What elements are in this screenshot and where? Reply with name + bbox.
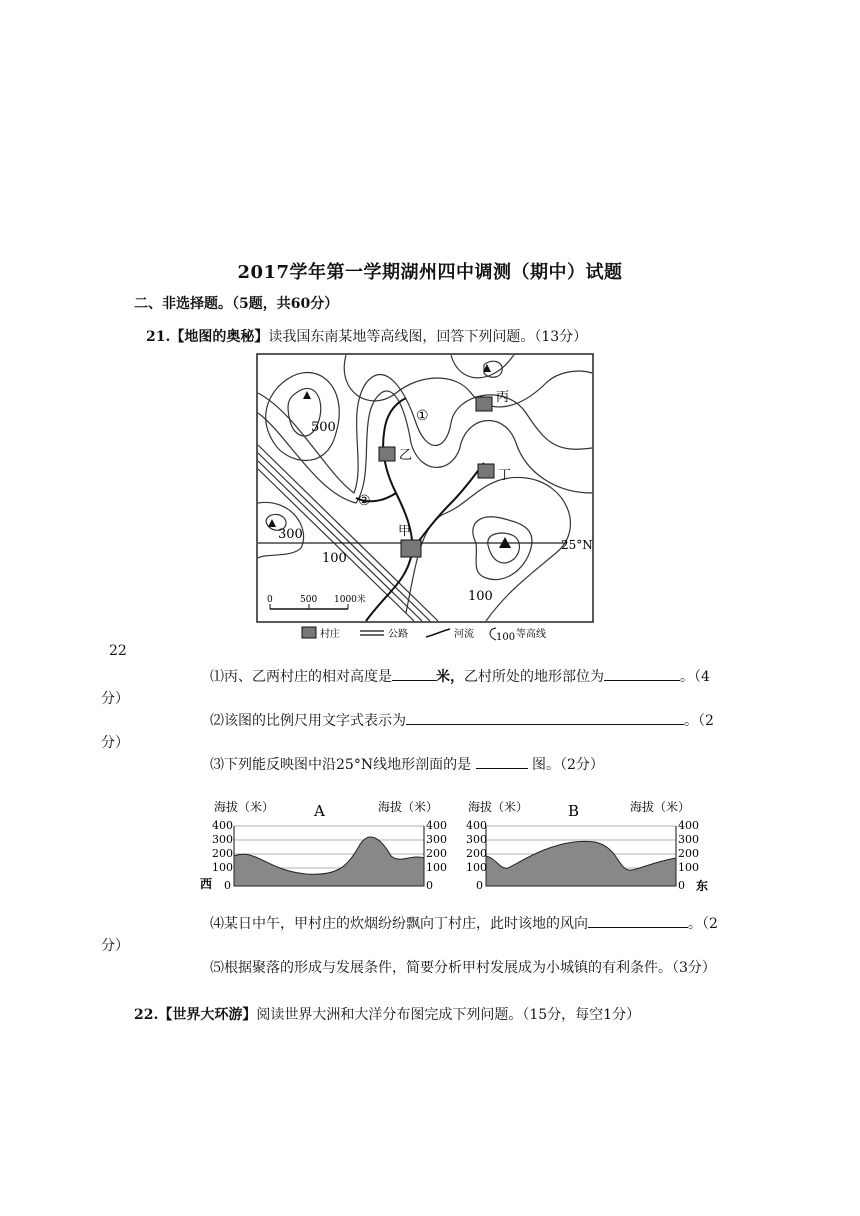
svg-text:500: 500 xyxy=(300,595,318,605)
profile-label: B xyxy=(568,802,580,820)
svg-text:400: 400 xyxy=(678,819,699,832)
question-text: 阅读世界大洲和大洋分布图完成下列问题。（15分，每空1分） xyxy=(256,1007,641,1023)
answer-blank[interactable] xyxy=(406,710,684,725)
exam-title: 2017学年第一学期湖州四中调测（期中）试题 xyxy=(237,262,623,283)
svg-text:0: 0 xyxy=(476,879,483,892)
sub-question-4: ⑷某日中午，甲村庄的炊烟纷纷飘向丁村庄，此时该地的风向 。（2 xyxy=(210,913,718,933)
village-bing-label: 丙 xyxy=(496,390,510,405)
svg-text:河流: 河流 xyxy=(454,629,474,640)
svg-text:400: 400 xyxy=(466,819,487,832)
axis-title: 海拔（米） xyxy=(630,800,691,814)
question-number: 21. xyxy=(146,329,171,345)
svg-text:等高线: 等高线 xyxy=(516,629,546,640)
svg-text:300: 300 xyxy=(466,833,487,846)
marker-2: ② xyxy=(358,493,371,509)
svg-text:200: 200 xyxy=(426,847,447,860)
question-21-stem xyxy=(146,326,587,346)
sub-question-1: ⑴丙、乙两村庄的相对高度是 米，乙村所处的地形部位为 。（4 xyxy=(210,666,710,686)
contour-label: 300 xyxy=(278,527,303,542)
answer-blank[interactable] xyxy=(476,754,528,769)
svg-text:100: 100 xyxy=(678,861,699,874)
sub-question-5: ⑸根据聚落的形成与发展条件，简要分析甲村发展成为小城镇的有利条件。（3分） xyxy=(210,960,716,976)
village-ding xyxy=(478,464,494,478)
svg-text:100: 100 xyxy=(426,861,447,874)
profile-label: A xyxy=(314,802,325,820)
west-label: 西 xyxy=(200,877,213,891)
answer-blank[interactable] xyxy=(392,666,436,681)
svg-text:400: 400 xyxy=(426,819,447,832)
svg-text:公路: 公路 xyxy=(388,629,408,640)
village-jia-label: 甲 xyxy=(398,524,412,539)
svg-text:村庄: 村庄 xyxy=(320,629,340,640)
contour-label: 500 xyxy=(311,420,336,435)
svg-text:400: 400 xyxy=(212,819,233,832)
village-jia xyxy=(401,540,421,557)
village-bing xyxy=(476,397,492,411)
sub-question-3: ⑶下列能反映图中沿25°N线地形剖面的是 图。（2分） xyxy=(210,754,604,774)
question-22-stem xyxy=(134,1004,640,1024)
question-tag: 【世界大环游】 xyxy=(158,1007,257,1023)
sub-question-2: ⑵该图的比例尺用文字式表示为 。（2 xyxy=(210,710,714,730)
svg-text:100: 100 xyxy=(212,861,233,874)
svg-text:0: 0 xyxy=(678,879,685,892)
question-number: 22. xyxy=(134,1007,159,1023)
svg-text:0: 0 xyxy=(426,879,433,892)
svg-text:100: 100 xyxy=(496,632,516,643)
svg-text:1000米: 1000米 xyxy=(334,595,366,605)
village-yi-label: 乙 xyxy=(399,448,413,463)
svg-text:0: 0 xyxy=(267,595,273,605)
axis-title: 海拔（米） xyxy=(378,800,439,814)
svg-text:300: 300 xyxy=(212,833,233,846)
marker-1: ① xyxy=(416,408,429,424)
wrap-text: 分） xyxy=(101,938,129,954)
map-legend xyxy=(302,627,546,643)
wrap-text: 分） xyxy=(101,691,129,707)
side-number: 22 xyxy=(109,643,127,659)
village-ding-label: 丁 xyxy=(498,468,512,483)
question-tag: 【地图的奥秘】 xyxy=(170,329,269,345)
question-text: 读我国东南某地等高线图，回答下列问题。（13分） xyxy=(268,329,588,345)
latitude-label: 25°N xyxy=(561,538,593,552)
svg-text:0: 0 xyxy=(224,879,231,892)
village-yi xyxy=(379,447,395,461)
svg-text:300: 300 xyxy=(678,833,699,846)
profile-chart-b xyxy=(464,798,714,896)
contour-label: 100 xyxy=(468,589,493,604)
svg-text:100: 100 xyxy=(466,861,487,874)
contour-map xyxy=(256,353,596,645)
svg-text:200: 200 xyxy=(212,847,233,860)
section-heading: 二、非选择题。（5题，共60分） xyxy=(134,296,339,312)
profile-chart-a xyxy=(196,798,458,896)
answer-blank[interactable] xyxy=(604,666,680,681)
wrap-text: 分） xyxy=(101,735,129,751)
axis-title: 海拔（米） xyxy=(468,800,529,814)
svg-text:200: 200 xyxy=(466,847,487,860)
answer-blank[interactable] xyxy=(588,913,688,928)
east-label: 东 xyxy=(696,879,709,893)
contour-label: 100 xyxy=(322,551,347,566)
svg-text:300: 300 xyxy=(426,833,447,846)
axis-title: 海拔（米） xyxy=(214,800,275,814)
svg-text:200: 200 xyxy=(678,847,699,860)
